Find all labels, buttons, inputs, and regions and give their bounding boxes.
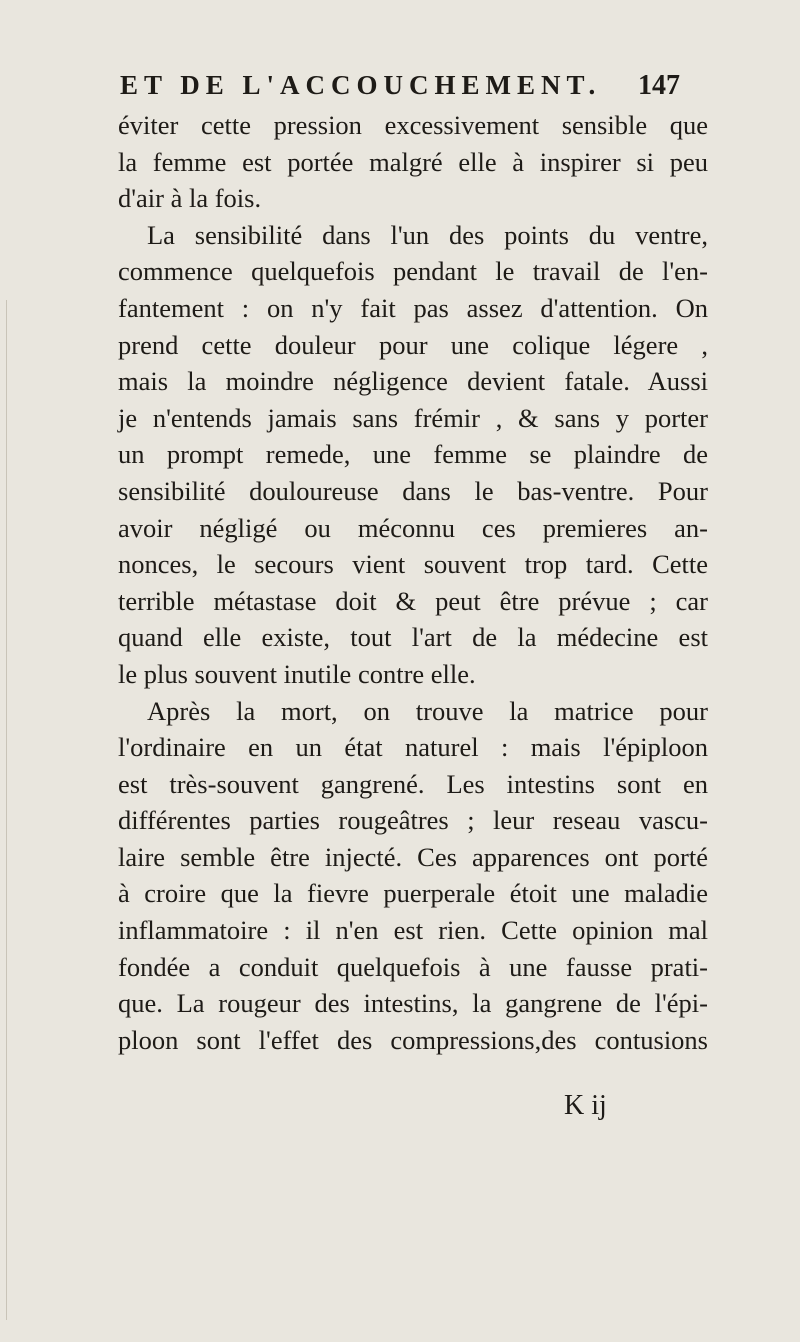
text-line: fondée a conduit quelquefois à une fausse prati- <box>118 951 708 982</box>
text-line: Après la mort, on trouve la matrice pour <box>147 695 708 726</box>
body-text <box>118 107 708 1058</box>
text-line: je n'entends jamais sans frémir , & sans y porter <box>118 402 708 433</box>
text-line: l'ordinaire en un état naturel : mais l'épiploon <box>118 732 708 763</box>
running-title: ET DE L'ACCOUCHEMENT. <box>120 70 602 100</box>
text-line: sensibilité douloureuse dans le bas-ventre. Pour <box>118 475 708 506</box>
page-edge-line <box>6 300 7 1320</box>
text-line: fantement : on n'y fait pas assez d'attention. On <box>118 292 708 323</box>
text-line: le plus souvent inutile contre elle. <box>118 658 476 689</box>
text-line: mais la moindre négligence devient fatale. Aussi <box>118 366 708 397</box>
text-line: ploon sont l'effet des compressions,des contusions <box>118 1024 708 1055</box>
text-line: éviter cette pressiоn excessivement sensible que <box>118 110 708 140</box>
text-line: commence quelquefois pendant le travail de l'en- <box>118 256 708 287</box>
text-line: terrible métastase doit & peut être prévue ; car <box>118 585 708 616</box>
text-line: est très-souvent gangrené. Les intestins sont en <box>118 768 708 799</box>
text-line: que. La rougeur des intestins, la gangrene de l'épi- <box>118 988 708 1019</box>
page-number: 147 <box>638 70 680 101</box>
text-line: d'air à la fois. <box>118 183 262 214</box>
text-line: laire semble être injecté. Ces apparences ont porté <box>118 841 708 872</box>
text-line: nonces, le secours vient souvent trop tard. Cette <box>118 549 708 580</box>
text-line: à croire que la fievre puerperale étoit une maladie <box>118 878 708 909</box>
text-line: différentes parties rougeâtres ; leur reseau vascu- <box>118 805 708 836</box>
text-line: un prompt remede, une femme se plaindre de <box>118 439 708 470</box>
text-line: La sensibilité dans l'un des points du ventre, <box>147 219 708 250</box>
text-line: la femme est portée malgré elle à inspirer si peu <box>118 146 708 177</box>
text-line: avoir négligé ou méconnu ces premieres an- <box>118 512 708 543</box>
text-line: inflammatoire : il n'en est rien. Cette opinion mal <box>118 915 708 946</box>
text-line: prend cette douleur pour une colique légere , <box>118 329 708 360</box>
signature-mark: K ij <box>564 1090 607 1121</box>
text-line: quand elle existe, tout l'art de la médecine est <box>118 622 708 653</box>
running-head <box>120 70 680 102</box>
